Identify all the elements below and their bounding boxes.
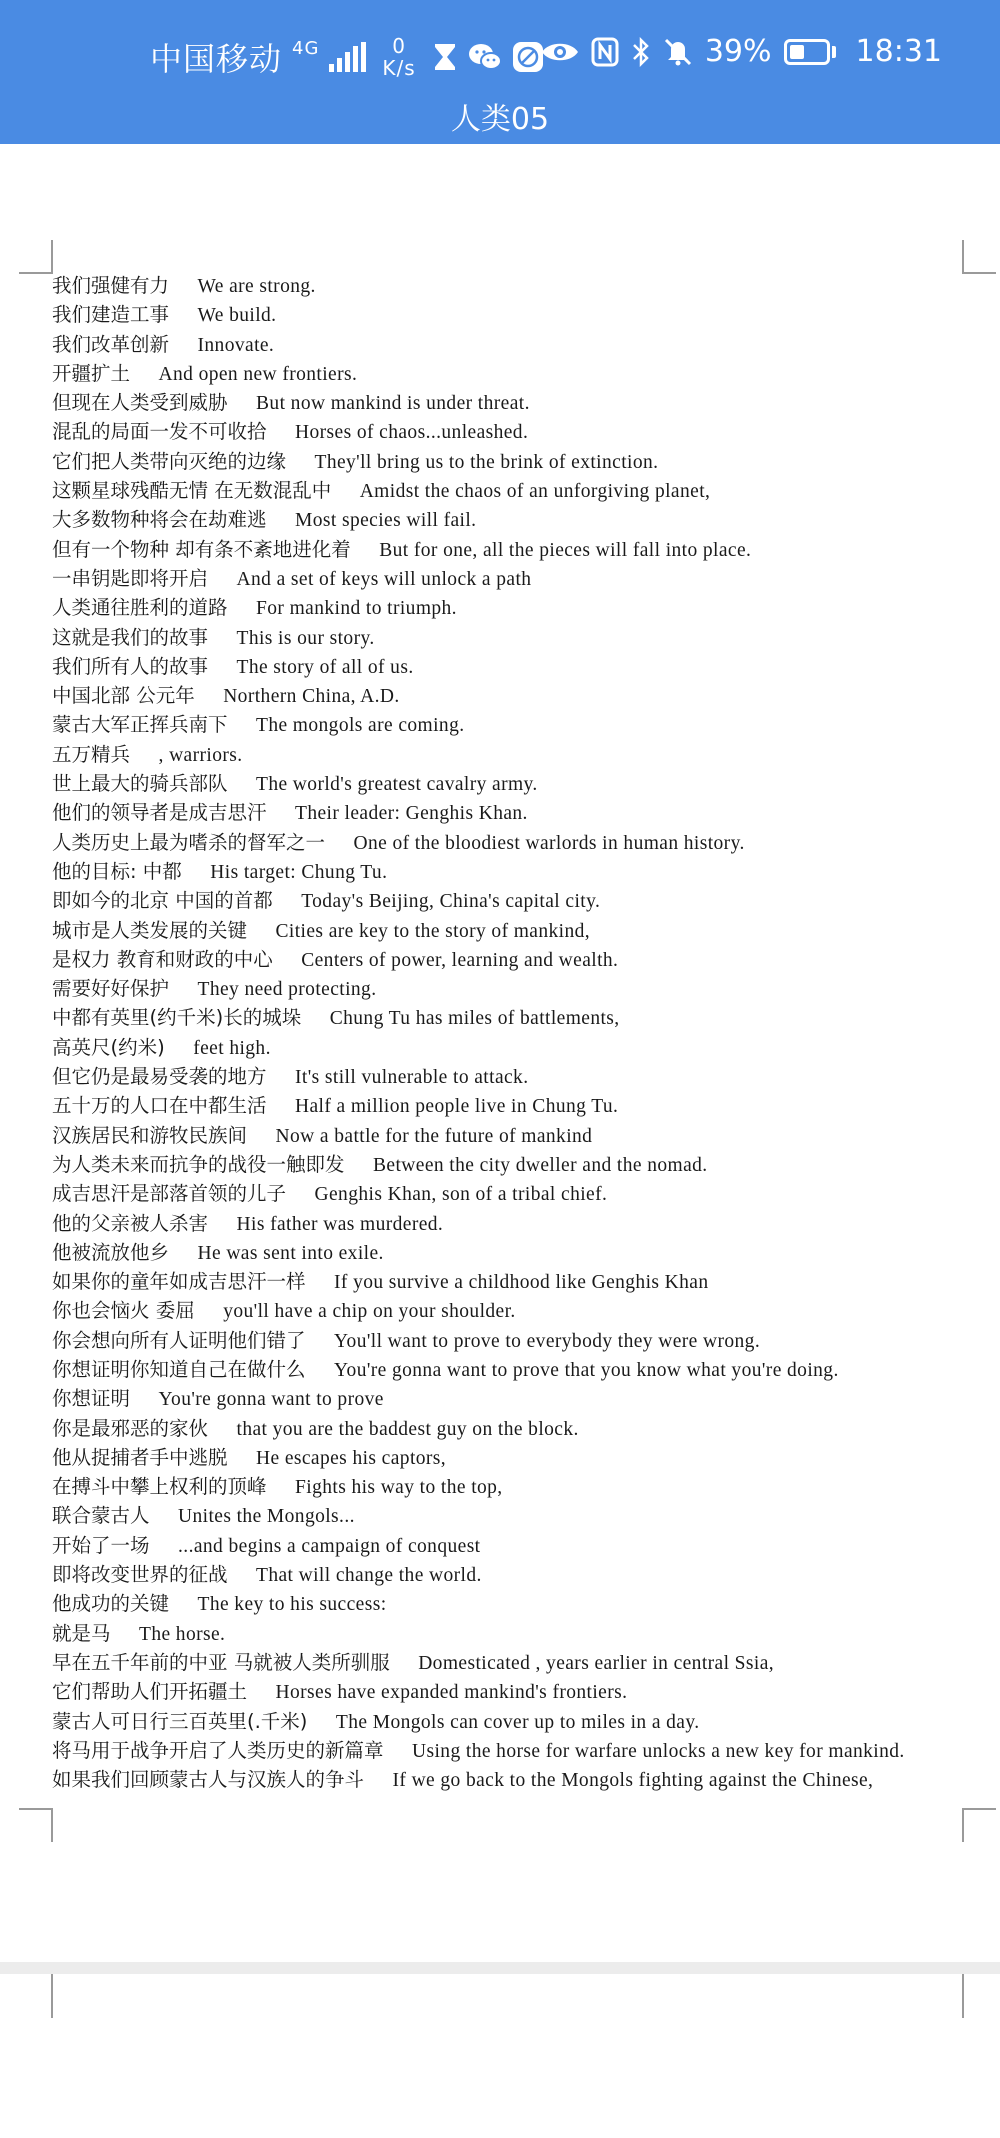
net-speed-unit: K/s (382, 56, 416, 80)
subtitle-chinese: 他成功的关键 (52, 1592, 170, 1616)
subtitle-chinese: 开始了一场 (52, 1533, 150, 1557)
subtitle-english: Most species will fail. (295, 510, 477, 532)
subtitle-line (52, 272, 964, 301)
subtitle-chinese: 就是马 (52, 1621, 111, 1645)
subtitle-chinese: 你是最邪恶的家伙 (52, 1416, 209, 1440)
subtitle-english: This is our story. (236, 627, 375, 649)
subtitle-english: Horses have expanded mankind's frontiers. (275, 1682, 628, 1704)
subtitle-chinese: 这就是我们的故事 (52, 625, 209, 649)
subtitle-chinese: 这颗星球残酷无情 在无数混乱中 (52, 479, 332, 503)
subtitle-line (52, 1180, 964, 1209)
document-page-2 (0, 1974, 1000, 2138)
subtitle-english: feet high. (193, 1037, 271, 1059)
subtitle-line (52, 1590, 964, 1619)
subtitle-chinese: 五十万的人口在中都生活 (52, 1094, 267, 1118)
subtitle-english: His target: Chung Tu. (210, 861, 388, 883)
subtitle-english: The mongols are coming. (256, 715, 465, 737)
subtitle-chinese: 是权力 教育和财政的中心 (52, 947, 273, 971)
subtitle-english: , warriors. (158, 744, 243, 766)
subtitle-chinese: 如果我们回顾蒙古人与汉族人的争斗 (52, 1767, 365, 1791)
subtitle-line (52, 389, 964, 418)
battery-percent: 39% (704, 34, 772, 69)
subtitle-line (52, 1415, 964, 1444)
network-type: 4G (292, 38, 320, 59)
subtitle-english: One of the bloodiest warlords in human history. (353, 832, 745, 854)
subtitle-line (52, 418, 964, 447)
subtitle-line (52, 1532, 964, 1561)
subtitle-line (52, 1239, 964, 1268)
subtitle-english: And a set of keys will unlock a path (236, 568, 532, 590)
subtitle-chinese: 他的目标: 中都 (52, 859, 182, 883)
subtitle-chinese: 他的父亲被人杀害 (52, 1211, 209, 1235)
subtitle-line (52, 1004, 964, 1033)
subtitle-chinese: 在搏斗中攀上权利的顶峰 (52, 1475, 267, 1499)
subtitle-line (52, 653, 964, 682)
subtitle-english: The Mongols can cover up to miles in a day. (335, 1711, 700, 1733)
subtitle-line (52, 1444, 964, 1473)
subtitle-line (52, 1766, 964, 1795)
subtitle-english: You're gonna want to prove that you know what you're doing. (334, 1359, 839, 1381)
subtitle-english: you'll have a chip on your shoulder. (223, 1301, 516, 1323)
subtitle-english: That will change the world. (256, 1565, 482, 1587)
subtitle-line (52, 711, 964, 740)
signal-icon (329, 42, 366, 72)
subtitle-line (52, 917, 964, 946)
document-title: 人类05 (450, 102, 550, 137)
subtitle-chinese: 开疆扩土 (52, 361, 131, 385)
app-header (0, 0, 1000, 144)
subtitle-chinese: 早在五千年前的中亚 马就被人类所驯服 (52, 1650, 390, 1674)
subtitle-english: His father was murdered. (236, 1213, 444, 1235)
subtitle-english: For mankind to triumph. (256, 598, 457, 620)
subtitle-english: You'll want to prove to everybody they were wrong. (334, 1330, 761, 1352)
crop-mark-bottom-right (962, 1808, 996, 1842)
subtitle-line (52, 946, 964, 975)
hourglass-icon (432, 42, 458, 72)
subtitle-english: Chung Tu has miles of battlements, (329, 1008, 620, 1030)
subtitle-chinese: 人类历史上最为嗜杀的督军之一 (52, 830, 326, 854)
subtitle-chinese: 如果你的童年如成吉思汗一样 (52, 1270, 306, 1294)
subtitle-line (52, 829, 964, 858)
bluetooth-icon (631, 37, 651, 67)
subtitle-english: We are strong. (197, 276, 316, 297)
subtitle-english: Innovate. (197, 334, 275, 356)
subtitle-chinese: 即将改变世界的征战 (52, 1563, 228, 1587)
subtitle-english: If we go back to the Mongols fighting against the Chinese, (392, 1769, 874, 1791)
subtitle-line (52, 858, 964, 887)
subtitle-english: He escapes his captors, (256, 1447, 447, 1469)
subtitle-line (52, 1356, 964, 1385)
crop-mark-page2-right (962, 1974, 996, 2018)
subtitle-line (52, 799, 964, 828)
subtitle-english: He was sent into exile. (197, 1242, 384, 1264)
subtitle-line (52, 1561, 964, 1590)
subtitle-chinese: 人类通往胜利的道路 (52, 596, 228, 620)
clock-time: 18:31 (855, 34, 942, 69)
net-speed-value: 0 (392, 34, 406, 58)
subtitle-english: Between the city dweller and the nomad. (373, 1154, 708, 1176)
subtitle-english: Now a battle for the future of mankind (275, 1125, 593, 1147)
subtitle-line (52, 1151, 964, 1180)
subtitle-line (52, 1385, 964, 1414)
subtitle-line (52, 1122, 964, 1151)
subtitle-chinese: 联合蒙古人 (52, 1504, 150, 1528)
subtitle-english: We build. (197, 305, 277, 327)
subtitle-line (52, 301, 964, 330)
subtitle-line (52, 1708, 964, 1737)
subtitle-chinese: 世上最大的骑兵部队 (52, 772, 228, 796)
subtitle-line (52, 594, 964, 623)
subtitle-english: ...and begins a campaign of conquest (178, 1535, 481, 1557)
subtitle-english: But now mankind is under threat. (256, 393, 530, 415)
subtitle-line (52, 1268, 964, 1297)
subtitle-line (52, 1327, 964, 1356)
subtitle-line (52, 887, 964, 916)
subtitle-chinese: 五万精兵 (52, 742, 131, 766)
subtitle-english: It's still vulnerable to attack. (295, 1067, 529, 1089)
subtitle-english: The world's greatest cavalry army. (256, 774, 538, 796)
subtitle-chinese: 它们帮助人们开拓疆土 (52, 1680, 248, 1704)
subtitle-english: Today's Beijing, China's capital city. (301, 891, 601, 913)
subtitle-line (52, 360, 964, 389)
subtitle-english: Using the horse for warfare unlocks a new key for mankind. (412, 1740, 905, 1762)
subtitle-line (52, 624, 964, 653)
subtitle-chinese: 我们所有人的故事 (52, 654, 209, 678)
carrier-name: 中国移动 (150, 40, 283, 78)
subtitle-english: But for one, all the pieces will fall into place. (379, 539, 752, 561)
subtitle-english: Cities are key to the story of mankind, (275, 920, 591, 942)
subtitle-chinese: 我们强健有力 (52, 274, 170, 297)
subtitle-chinese: 蒙古人可日行三百英里(.千米) (52, 1709, 308, 1733)
subtitle-line (52, 1473, 964, 1502)
subtitle-english: If you survive a childhood like Genghis Khan (334, 1272, 709, 1294)
subtitle-line (52, 1063, 964, 1092)
battery-icon (784, 39, 836, 65)
subtitle-chinese: 他被流放他乡 (52, 1240, 170, 1264)
status-right (541, 34, 942, 69)
subtitle-chinese: 为人类未来而抗争的战役一触即发 (52, 1152, 345, 1176)
subtitle-english: The key to his success: (197, 1594, 387, 1616)
subtitle-chinese: 中都有英里(约千米)长的城垛 (52, 1006, 302, 1030)
subtitle-chinese: 高英尺(约米) (52, 1035, 165, 1059)
crop-mark-page2-left (19, 1974, 53, 2018)
status-bar (0, 22, 1000, 92)
status-left (150, 34, 544, 80)
subtitle-english: Genghis Khan, son of a tribal chief. (314, 1184, 608, 1206)
subtitle-line (52, 1649, 964, 1678)
subtitle-chinese: 成吉思汗是部落首领的儿子 (52, 1182, 287, 1206)
subtitle-line (52, 448, 964, 477)
subtitle-chinese: 你也会恼火 委屈 (52, 1299, 195, 1323)
subtitle-line (52, 536, 964, 565)
subtitle-line (52, 1092, 964, 1121)
subtitle-line (52, 477, 964, 506)
subtitle-chinese: 我们建造工事 (52, 303, 170, 327)
subtitle-chinese: 但现在人类受到威胁 (52, 391, 228, 415)
subtitle-english: And open new frontiers. (158, 363, 358, 385)
crop-mark-top-right (962, 240, 996, 274)
subtitle-english: You're gonna want to prove (158, 1389, 384, 1411)
subtitle-english: They need protecting. (197, 979, 377, 1001)
subtitle-chinese: 需要好好保护 (52, 977, 170, 1001)
eye-icon (541, 39, 579, 65)
subtitle-line (52, 741, 964, 770)
subtitle-chinese: 你想证明 (52, 1387, 131, 1411)
subtitle-chinese: 你会想向所有人证明他们错了 (52, 1328, 306, 1352)
subtitle-english: Their leader: Genghis Khan. (295, 803, 528, 825)
subtitle-chinese: 混乱的局面一发不可收拾 (52, 420, 267, 444)
subtitle-line (52, 1620, 964, 1649)
subtitle-line (52, 1210, 964, 1239)
net-speed (382, 35, 415, 79)
document-body (52, 272, 964, 1795)
subtitle-english: Half a million people live in Chung Tu. (295, 1096, 619, 1118)
subtitle-english: Horses of chaos...unleashed. (295, 422, 529, 444)
subtitle-line (52, 506, 964, 535)
document-page (0, 144, 1000, 1962)
subtitle-english: Unites the Mongols... (178, 1506, 355, 1528)
subtitle-chinese: 蒙古大军正挥兵南下 (52, 713, 228, 737)
subtitle-chinese: 将马用于战争开启了人类历史的新篇章 (52, 1738, 384, 1762)
subtitle-english: that you are the baddest guy on the block. (236, 1418, 579, 1440)
subtitle-chinese: 你想证明你知道自己在做什么 (52, 1357, 306, 1381)
subtitle-line (52, 1034, 964, 1063)
mute-icon (663, 37, 693, 67)
subtitle-english: They'll bring us to the brink of extinction. (314, 451, 659, 473)
subtitle-english: Centers of power, learning and wealth. (301, 949, 619, 971)
subtitle-chinese: 但有一个物种 却有条不紊地进化着 (52, 537, 351, 561)
subtitle-english: The horse. (139, 1623, 226, 1645)
subtitle-chinese: 中国北部 公元年 (52, 684, 195, 708)
subtitle-english: The story of all of us. (236, 656, 414, 678)
subtitle-chinese: 城市是人类发展的关键 (52, 918, 248, 942)
subtitle-line (52, 1502, 964, 1531)
subtitle-chinese: 即如今的北京 中国的首都 (52, 889, 273, 913)
subtitle-chinese: 我们改革创新 (52, 332, 170, 356)
subtitle-english: Fights his way to the top, (295, 1477, 503, 1499)
subtitle-line (52, 1678, 964, 1707)
subtitle-chinese: 但它仍是最易受袭的地方 (52, 1065, 267, 1089)
crop-mark-top-left (19, 240, 53, 274)
browser-icon (512, 41, 544, 73)
wechat-icon (468, 42, 502, 72)
subtitle-line (52, 770, 964, 799)
subtitle-chinese: 它们把人类带向灭绝的边缘 (52, 449, 287, 473)
subtitle-chinese: 他们的领导者是成吉思汗 (52, 801, 267, 825)
subtitle-english: Amidst the chaos of an unforgiving planet, (359, 481, 711, 503)
subtitle-line (52, 682, 964, 711)
subtitle-line (52, 331, 964, 360)
subtitle-english: Domesticated , years earlier in central Ssia, (418, 1652, 775, 1674)
page-separator (0, 1962, 1000, 1974)
subtitle-english: Northern China, A.D. (223, 686, 400, 708)
subtitle-chinese: 大多数物种将会在劫难逃 (52, 508, 267, 532)
subtitle-chinese: 他从捉捕者手中逃脱 (52, 1445, 228, 1469)
subtitle-line (52, 1297, 964, 1326)
subtitle-chinese: 汉族居民和游牧民族间 (52, 1123, 248, 1147)
subtitle-line (52, 1737, 964, 1766)
subtitle-chinese: 一串钥匙即将开启 (52, 566, 209, 590)
subtitle-line (52, 975, 964, 1004)
subtitle-line (52, 565, 964, 594)
crop-mark-bottom-left (19, 1808, 53, 1842)
nfc-icon (591, 37, 619, 67)
